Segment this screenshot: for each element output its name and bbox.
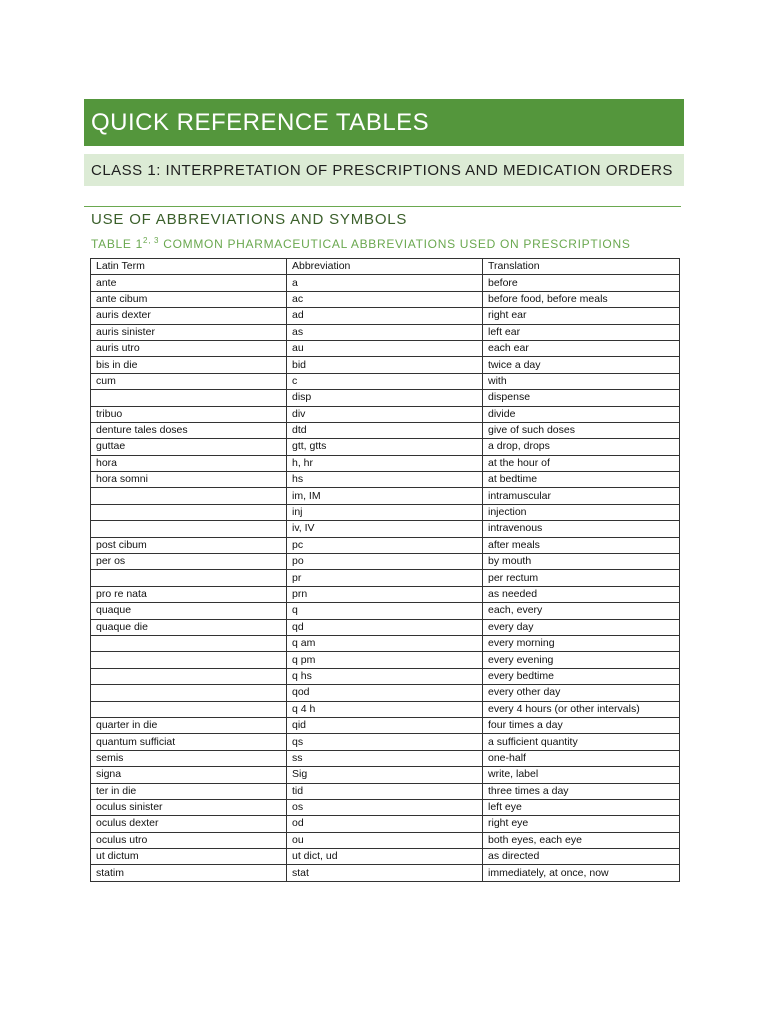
cell-latin-term: cum: [91, 373, 287, 389]
table-row: [91, 291, 680, 307]
cell-latin-term: oculus sinister: [91, 799, 287, 815]
table-row: [91, 324, 680, 340]
table-header-row: [91, 259, 680, 275]
table-row: [91, 472, 680, 488]
cell-abbreviation: qd: [287, 619, 483, 635]
cell-latin-term: [91, 504, 287, 520]
cell-abbreviation: hs: [287, 472, 483, 488]
table-row: [91, 439, 680, 455]
table-row: [91, 652, 680, 668]
cell-translation: injection: [483, 504, 680, 520]
cell-abbreviation: div: [287, 406, 483, 422]
table-row: [91, 783, 680, 799]
cell-abbreviation: Sig: [287, 767, 483, 783]
section-heading: USE OF ABBREVIATIONS AND SYMBOLS: [91, 211, 408, 228]
cell-latin-term: denture tales doses: [91, 422, 287, 438]
section-divider: [84, 206, 681, 207]
table-row: [91, 865, 680, 881]
cell-latin-term: statim: [91, 865, 287, 881]
cell-latin-term: [91, 635, 287, 651]
cell-translation: every day: [483, 619, 680, 635]
header-translation: Translation: [483, 259, 680, 275]
cell-latin-term: tribuo: [91, 406, 287, 422]
table-row: [91, 701, 680, 717]
table-body: [91, 275, 680, 881]
table-row: [91, 340, 680, 356]
cell-abbreviation: bid: [287, 357, 483, 373]
cell-translation: at bedtime: [483, 472, 680, 488]
abbreviations-table: [90, 258, 680, 882]
cell-translation: a drop, drops: [483, 439, 680, 455]
cell-latin-term: ante: [91, 275, 287, 291]
cell-abbreviation: ac: [287, 291, 483, 307]
cell-abbreviation: prn: [287, 586, 483, 602]
cell-translation: both eyes, each eye: [483, 832, 680, 848]
class-title-banner: [84, 154, 684, 186]
cell-abbreviation: qs: [287, 734, 483, 750]
cell-latin-term: [91, 390, 287, 406]
cell-latin-term: quarter in die: [91, 717, 287, 733]
cell-translation: by mouth: [483, 554, 680, 570]
cell-abbreviation: tid: [287, 783, 483, 799]
cell-abbreviation: od: [287, 816, 483, 832]
table-row: [91, 570, 680, 586]
cell-translation: give of such doses: [483, 422, 680, 438]
cell-translation: every 4 hours (or other intervals): [483, 701, 680, 717]
cell-translation: one-half: [483, 750, 680, 766]
cell-translation: left ear: [483, 324, 680, 340]
cell-translation: immediately, at once, now: [483, 865, 680, 881]
cell-abbreviation: ss: [287, 750, 483, 766]
header-latin-term: Latin Term: [91, 259, 287, 275]
class-title: CLASS 1: INTERPRETATION OF PRESCRIPTIONS AND MEDICATION ORDERS: [91, 161, 673, 179]
table-row: [91, 750, 680, 766]
table-row: [91, 537, 680, 553]
cell-abbreviation: stat: [287, 865, 483, 881]
cell-abbreviation: qod: [287, 685, 483, 701]
cell-latin-term: ut dictum: [91, 849, 287, 865]
cell-abbreviation: os: [287, 799, 483, 815]
cell-latin-term: quaque: [91, 603, 287, 619]
cell-latin-term: auris utro: [91, 340, 287, 356]
cell-latin-term: bis in die: [91, 357, 287, 373]
cell-translation: as directed: [483, 849, 680, 865]
cell-latin-term: semis: [91, 750, 287, 766]
cell-latin-term: [91, 701, 287, 717]
table-row: [91, 521, 680, 537]
table-row: [91, 357, 680, 373]
table-caption: [91, 236, 631, 251]
cell-translation: right ear: [483, 308, 680, 324]
cell-translation: before: [483, 275, 680, 291]
cell-abbreviation: po: [287, 554, 483, 570]
cell-abbreviation: disp: [287, 390, 483, 406]
cell-latin-term: pro re nata: [91, 586, 287, 602]
table-row: [91, 734, 680, 750]
table-row: [91, 554, 680, 570]
cell-latin-term: oculus dexter: [91, 816, 287, 832]
cell-translation: dispense: [483, 390, 680, 406]
table-row: [91, 767, 680, 783]
table-row: [91, 586, 680, 602]
table-row: [91, 504, 680, 520]
cell-abbreviation: a: [287, 275, 483, 291]
cell-abbreviation: q pm: [287, 652, 483, 668]
cell-abbreviation: inj: [287, 504, 483, 520]
cell-latin-term: [91, 685, 287, 701]
cell-abbreviation: ou: [287, 832, 483, 848]
cell-abbreviation: iv, IV: [287, 521, 483, 537]
cell-translation: left eye: [483, 799, 680, 815]
table-row: [91, 390, 680, 406]
cell-latin-term: [91, 488, 287, 504]
table-row: [91, 849, 680, 865]
cell-translation: twice a day: [483, 357, 680, 373]
cell-translation: three times a day: [483, 783, 680, 799]
cell-latin-term: [91, 668, 287, 684]
cell-latin-term: hora somni: [91, 472, 287, 488]
cell-translation: intramuscular: [483, 488, 680, 504]
cell-latin-term: hora: [91, 455, 287, 471]
cell-abbreviation: as: [287, 324, 483, 340]
cell-translation: before food, before meals: [483, 291, 680, 307]
cell-translation: each, every: [483, 603, 680, 619]
cell-abbreviation: q hs: [287, 668, 483, 684]
cell-latin-term: quaque die: [91, 619, 287, 635]
cell-abbreviation: im, IM: [287, 488, 483, 504]
cell-abbreviation: ut dict, ud: [287, 849, 483, 865]
table-caption-superscript: 2, 3: [143, 236, 160, 245]
cell-translation: with: [483, 373, 680, 389]
cell-translation: write, label: [483, 767, 680, 783]
table-caption-prefix: TABLE 1: [91, 237, 144, 251]
table-row: [91, 619, 680, 635]
table-row: [91, 422, 680, 438]
table-row: [91, 308, 680, 324]
table-row: [91, 275, 680, 291]
cell-abbreviation: ad: [287, 308, 483, 324]
table-row: [91, 816, 680, 832]
cell-abbreviation: pr: [287, 570, 483, 586]
cell-translation: after meals: [483, 537, 680, 553]
cell-translation: each ear: [483, 340, 680, 356]
cell-abbreviation: au: [287, 340, 483, 356]
cell-latin-term: auris dexter: [91, 308, 287, 324]
table-row: [91, 455, 680, 471]
cell-latin-term: per os: [91, 554, 287, 570]
cell-translation: a sufficient quantity: [483, 734, 680, 750]
table-row: [91, 799, 680, 815]
cell-translation: every morning: [483, 635, 680, 651]
table-row: [91, 373, 680, 389]
table-row: [91, 603, 680, 619]
cell-latin-term: ante cibum: [91, 291, 287, 307]
table-row: [91, 717, 680, 733]
cell-latin-term: quantum sufficiat: [91, 734, 287, 750]
cell-translation: divide: [483, 406, 680, 422]
cell-translation: intravenous: [483, 521, 680, 537]
cell-latin-term: signa: [91, 767, 287, 783]
cell-translation: per rectum: [483, 570, 680, 586]
cell-latin-term: [91, 521, 287, 537]
cell-latin-term: ter in die: [91, 783, 287, 799]
table-row: [91, 832, 680, 848]
table-row: [91, 668, 680, 684]
table-caption-text: COMMON PHARMACEUTICAL ABBREVIATIONS USED ON PRESCRIPTIONS: [159, 237, 631, 251]
cell-abbreviation: pc: [287, 537, 483, 553]
cell-translation: right eye: [483, 816, 680, 832]
cell-latin-term: oculus utro: [91, 832, 287, 848]
cell-translation: at the hour of: [483, 455, 680, 471]
cell-latin-term: post cibum: [91, 537, 287, 553]
cell-translation: every evening: [483, 652, 680, 668]
cell-abbreviation: dtd: [287, 422, 483, 438]
cell-abbreviation: q 4 h: [287, 701, 483, 717]
cell-translation: four times a day: [483, 717, 680, 733]
cell-abbreviation: gtt, gtts: [287, 439, 483, 455]
cell-translation: every other day: [483, 685, 680, 701]
table-row: [91, 406, 680, 422]
cell-abbreviation: qid: [287, 717, 483, 733]
cell-latin-term: guttae: [91, 439, 287, 455]
cell-latin-term: auris sinister: [91, 324, 287, 340]
page-title-banner: [84, 99, 684, 146]
table-row: [91, 685, 680, 701]
cell-translation: every bedtime: [483, 668, 680, 684]
page-title: QUICK REFERENCE TABLES: [91, 108, 430, 136]
header-abbreviation: Abbreviation: [287, 259, 483, 275]
cell-abbreviation: c: [287, 373, 483, 389]
table-row: [91, 488, 680, 504]
cell-abbreviation: q am: [287, 635, 483, 651]
table-row: [91, 635, 680, 651]
cell-latin-term: [91, 652, 287, 668]
cell-abbreviation: q: [287, 603, 483, 619]
cell-latin-term: [91, 570, 287, 586]
cell-abbreviation: h, hr: [287, 455, 483, 471]
cell-translation: as needed: [483, 586, 680, 602]
